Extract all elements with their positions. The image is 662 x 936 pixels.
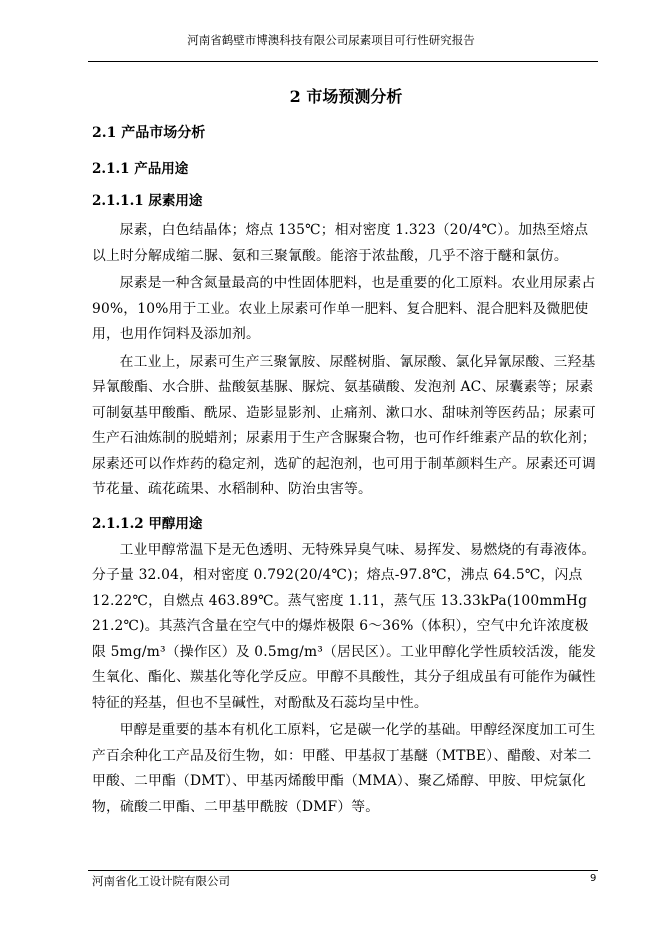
document-body — [92, 84, 600, 820]
page-header: 河南省鹤壁市博澳科技有限公司尿素项目可行性研究报告 — [187, 33, 475, 47]
methanol-paragraph-1: 工业甲醇常温下是无色透明、无特殊异臭气味、易挥发、易燃烧的有毒液体。分子量 32.04，相对密度 0.792(20/4℃)；熔点-97.8℃，沸点 64.5℃，闪点 12.22℃，自燃点 463.89℃。蒸气密度 1.11，蒸气压 13.33kPa(100mmHg 21.2℃)。其蒸汽含量在空气中的爆炸极限 6～36%（体积），空气中允许浓度极限 5mg/m³（操作区）及 0.5mg/m³（居民区）。工业甲醇化学性质较活泼，能发生氧化、酯化、羰基化等化学反应。甲醇不具酸性，其分子组成虽有可能作为碱性特征的羟基，但也不呈碱性，对酚酞及石蕊均呈中性。 — [92, 541, 597, 711]
urea-heading: 2.1.1.1 尿素用途 — [92, 193, 203, 209]
section-heading: 2.1 产品市场分析 — [92, 125, 206, 141]
urea-paragraph-1: 尿素，白色结晶体；熔点 135℃；相对密度 1.323（20/4℃）。加热至熔点以上时分解成缩二脲、氨和三聚氰酸。能溶于浓盐酸，几乎不溶于醚和氯仿。 — [92, 222, 589, 264]
urea-paragraph-2: 尿素是一种含氮量最高的中性固体肥料，也是重要的化工原料。农业用尿素占 90%，10%用于工业。农业上尿素可作单一肥料、复合肥料、混合肥料及微肥使用，也用作饲料及添加剂。 — [92, 275, 596, 342]
footer-company: 河南省化工设计院有限公司 — [92, 874, 230, 888]
chapter-title: 2 市场预测分析 — [289, 87, 403, 106]
page-number: 9 — [590, 873, 597, 884]
urea-paragraph-3: 在工业上，尿素可生产三聚氰胺、尿醛树脂、氰尿酸、氯化异氰尿酸、三羟基异氰酸酯、水合肼、盐酸氨基脲、脲烷、氨基磺酸、发泡剂 AC、尿囊素等；尿素可制氨基甲酸酯、酰尿、造影显影剂、止痛剂、漱口水、甜味剂等医药品；尿素可生产石油炼制的脱蜡剂；尿素用于生产含脲聚合物，也可作纤维素产品的软化剂；尿素还可以作炸药的稳定剂，选矿的起泡剂，也可用于制革颜料生产。尿素还可调节花量、疏花疏果、水稻制种、防治虫害等。 — [92, 353, 596, 497]
methanol-heading: 2.1.1.2 甲醇用途 — [92, 515, 203, 532]
header-divider — [88, 61, 598, 62]
subsection-heading: 2.1.1 产品用途 — [92, 161, 189, 177]
methanol-paragraph-2: 甲醇是重要的基本有机化工原料，它是碳一化学的基础。甲醇经深度加工可生产百余种化工产品及衍生物，如：甲醛、甲基叔丁基醚（MTBE）、醋酸、对苯二甲酸、二甲酯（DMT）、甲基丙烯酸甲酯（MMA）、聚乙烯醇、甲胺、甲烷氯化物，硫酸二甲酯、二甲基甲酰胺（DMF）等。 — [92, 722, 596, 815]
footer-divider — [88, 870, 598, 871]
